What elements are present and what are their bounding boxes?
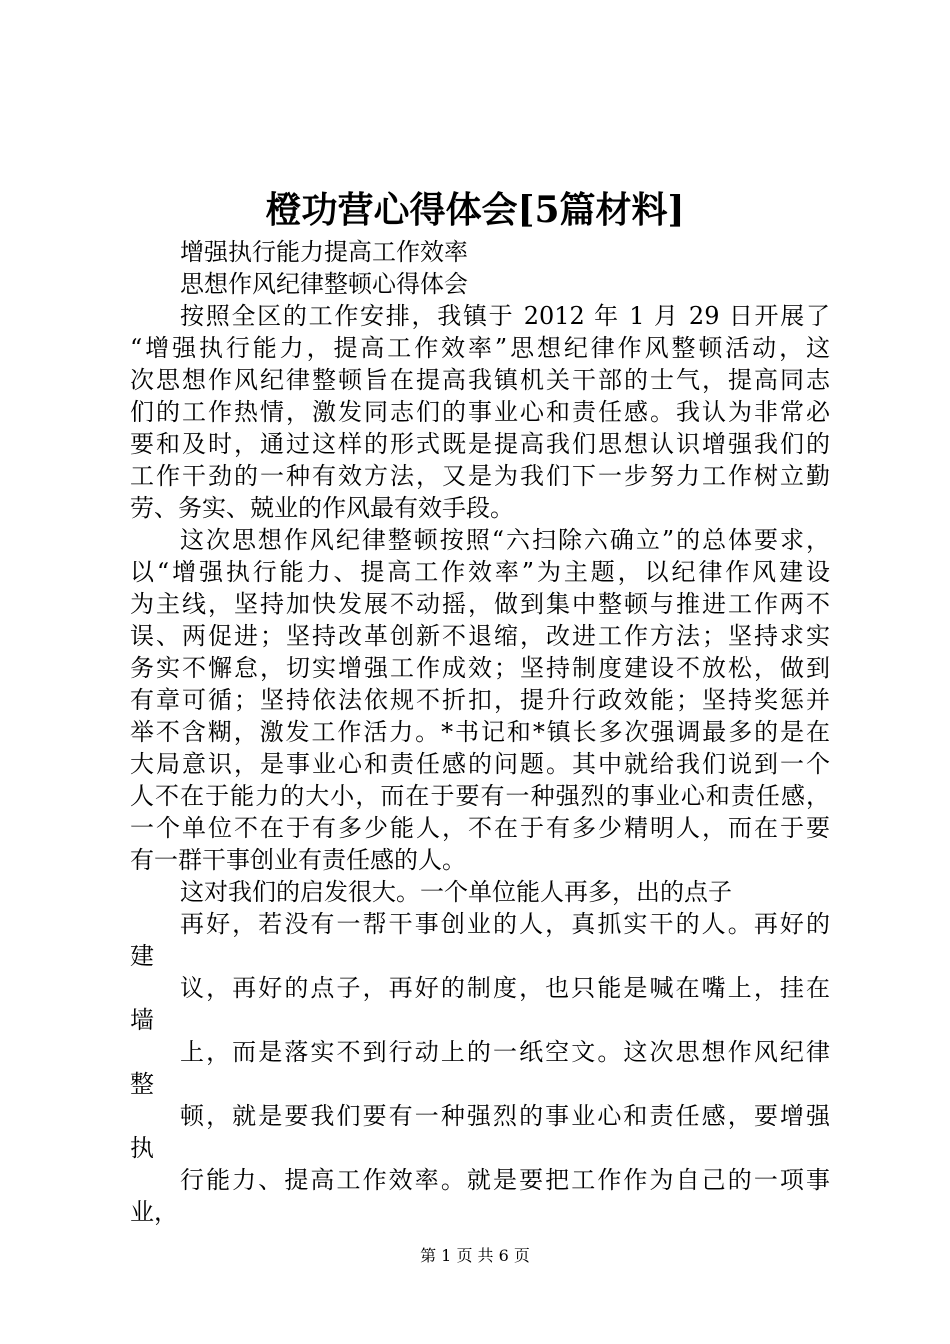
body-line: 顿，就是要我们要有一种强烈的事业心和责任感，要增强 (180, 1102, 830, 1130)
body-line: 建 (130, 942, 154, 970)
body-line: 上，而是落实不到行动上的一纸空文。这次思想作风纪律 (180, 1038, 830, 1066)
body-line: 们的工作热情，激发同志们的事业心和责任感。我认为非常必 (130, 398, 830, 426)
body-line: 工作干劲的一种有效方法，又是为我们下一步努力工作树立勤 (130, 462, 830, 490)
body-line: 举不含糊，激发工作活力。*书记和*镇长多次强调最多的是在 (130, 718, 830, 746)
body-line: 有一群干事创业有责任感的人。 (130, 846, 466, 874)
body-line: 执 (130, 1134, 154, 1162)
body-line: 按照全区的工作安排，我镇于 2012 年 1 月 29 日开展了 (180, 302, 830, 330)
page-title: 橙功营心得体会[5篇材料] (265, 189, 685, 231)
body-line: 大局意识，是事业心和责任感的问题。其中就给我们说到一个 (130, 750, 830, 778)
body-line: 这对我们的启发很大。一个单位能人再多，出的点子 (180, 878, 732, 906)
body-line: 这次思想作风纪律整顿按照“六扫除六确立”的总体要求， (180, 526, 830, 554)
body-line: 劳、务实、兢业的作风最有效手段。 (130, 494, 514, 522)
body-line: 行能力、提高工作效率。就是要把工作作为自己的一项事 (180, 1166, 830, 1194)
body-line: 务实不懈怠，切实增强工作成效；坚持制度建设不放松，做到 (130, 654, 830, 682)
body-line: 议，再好的点子，再好的制度，也只能是喊在嘴上，挂在 (180, 974, 830, 1002)
body-line: 有章可循；坚持依法依规不折扣，提升行政效能；坚持奖惩并 (130, 686, 830, 714)
page-footer: 第 1 页 共 6 页 (420, 1246, 530, 1265)
body-line: 再好，若没有一帮干事创业的人，真抓实干的人。再好的 (180, 910, 830, 938)
subtitle-1: 增强执行能力提高工作效率 (180, 238, 468, 266)
body-line: 要和及时，通过这样的形式既是提高我们思想认识增强我们的 (130, 430, 830, 458)
body-line: 整 (130, 1070, 154, 1098)
body-line: 人不在于能力的大小，而在于要有一种强烈的事业心和责任感， (130, 782, 830, 810)
body-line: 为主线，坚持加快发展不动摇，做到集中整顿与推进工作两不 (130, 590, 830, 618)
body-line: 墙 (130, 1006, 154, 1034)
body-line: 一个单位不在于有多少能人，不在于有多少精明人，而在于要 (130, 814, 830, 842)
body-line: 次思想作风纪律整顿旨在提高我镇机关干部的士气，提高同志 (130, 366, 830, 394)
body-line: 业， (130, 1198, 178, 1226)
body-line: 以“增强执行能力、提高工作效率”为主题，以纪律作风建设 (130, 558, 830, 586)
body-line: 误、两促进；坚持改革创新不退缩，改进工作方法；坚持求实 (130, 622, 830, 650)
subtitle-2: 思想作风纪律整顿心得体会 (180, 270, 468, 298)
body-line: “增强执行能力，提高工作效率”思想纪律作风整顿活动，这 (130, 334, 830, 362)
